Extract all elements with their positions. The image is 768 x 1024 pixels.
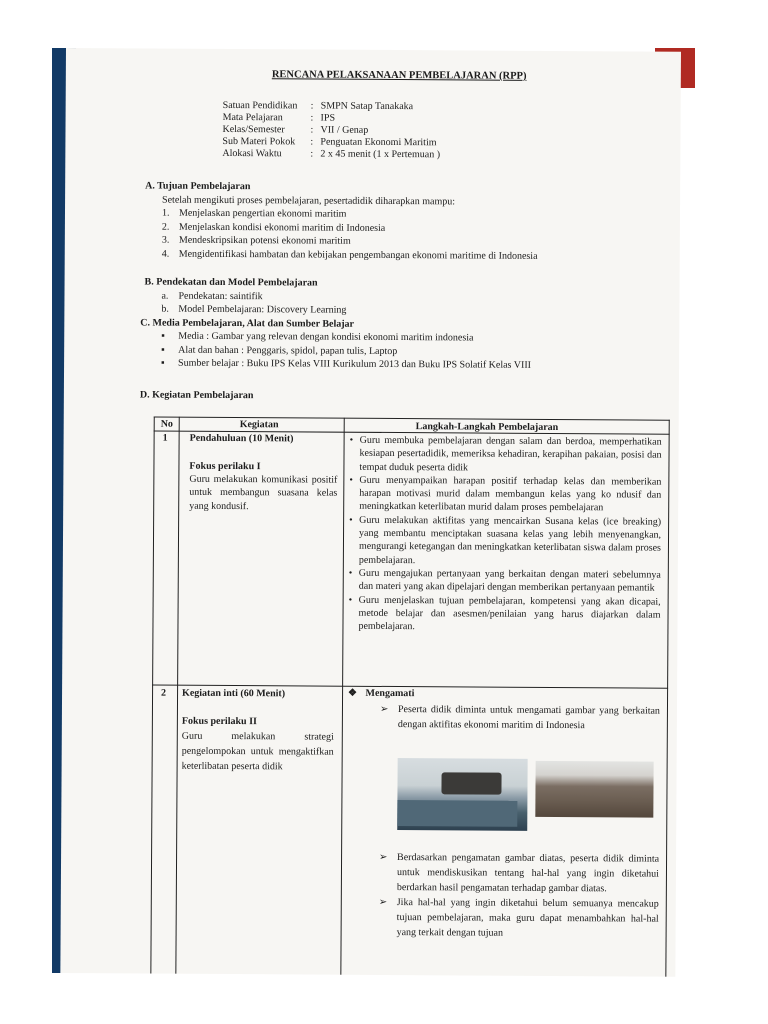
identity-value: Penguatan Ekonomi Maritim: [320, 136, 437, 149]
list-item-text: Model Pembelajaran: Discovery Learning: [178, 303, 347, 316]
identity-label: Mata Pelajaran: [222, 111, 283, 124]
sub-heading: [348, 687, 414, 701]
step-list: [379, 850, 660, 942]
table-border: [150, 417, 154, 977]
fokus-title: Fokus perilaku II: [181, 715, 257, 728]
identity-label: Satuan Pendidikan: [222, 99, 298, 112]
identity-colon: :: [310, 148, 314, 160]
identity-colon: :: [310, 112, 314, 124]
list-item-text: Menjelaskan kondisi ekonomi maritim di Indonesia: [178, 221, 386, 234]
list-marker: ▪: [161, 330, 165, 342]
fokus-text: Guru melakukan strategi pengelompokan untuk mengaktifkan keterlibatan peserta didik: [181, 730, 334, 773]
fokus-title: Fokus perilaku I: [189, 460, 261, 473]
identity-value: SMPN Satap Tanakaka: [320, 100, 414, 113]
list-item: ➢ Berdasarkan pengamatan gambar diatas, peserta didik diminta untuk mendiskusikan tentang hal-hal yang ingin diketahui berdarkan hasil pengamatan terhadap gambar diatas.: [379, 850, 659, 897]
list-marker: 1.: [161, 207, 170, 219]
list-item: • Guru membuka pembelajaran dengan salam dan berdoa, memperhatikan kesiapan pesertadidik, memeriksa kehadiran, kerapihan pakaian, posisi dan tempat duduk peserta didik: [349, 434, 661, 476]
identity-value: VII / Genap: [320, 124, 369, 136]
document-title: RENCANA PELAKSANAAN PEMBELAJARAN (RPP): [271, 69, 527, 82]
section-a-intro: Setelah mengikuti proses pembelajaran, pesertadidik diharapkan mampu:: [162, 194, 456, 207]
list-item: [162, 247, 538, 263]
list-marker: 2.: [161, 221, 170, 233]
fokus-text: Guru melakukan komunikasi positif untuk membangun suasana kelas yang kondusif.: [189, 473, 338, 512]
section-a: [145, 179, 538, 262]
list-item: • Guru melakukan aktifitas yang mencairkan Susana kelas (ice breaking) yang membantu menciptakan suasana kelas yang lebih menyenangkan, mengurangi ketegangan dan meningkatkan keterlibatan siswa dalam proses pembelajaran.: [349, 514, 661, 569]
identity-colon: :: [310, 100, 314, 112]
diamond-icon: ❖: [348, 687, 358, 699]
section-c-heading: C. Media Pembelajaran, Alat dan Sumber Belajar: [140, 316, 355, 330]
list-marker: ▪: [161, 344, 165, 356]
list-marker: 3.: [161, 234, 170, 246]
list-item-text: Pendekatan: saintifik: [178, 290, 263, 302]
table-border: [154, 417, 670, 421]
list-marker: a.: [161, 290, 169, 302]
step-list: [380, 702, 660, 734]
table-border: [175, 417, 179, 977]
list-marker: b.: [161, 303, 169, 315]
kegiatan-title: Kegiatan inti (60 Menit): [182, 687, 286, 700]
section-b: [140, 275, 532, 372]
list-item-text: Mendeskripsikan potensi ekonomi maritim: [178, 234, 351, 247]
list-item: • Guru menjelaskan tujuan pembelajaran, kompetensi yang akan dicapai, metode belajar dan asesmen/penilaian yang harus diajarkan dalam pembelajaran.: [348, 593, 660, 635]
list-item-text: Alat dan bahan : Penggaris, spidol, papan tulis, Laptop: [178, 344, 398, 357]
kegiatan-title: Pendahuluan (10 Menit): [189, 432, 294, 445]
identity-block: [222, 100, 440, 161]
identity-label: Alokasi Waktu: [222, 147, 282, 160]
list-marker: ▪: [161, 357, 165, 369]
identity-label: Sub Materi Pokok: [222, 135, 296, 148]
table-border: [665, 420, 669, 977]
list-item-text: Mengidentifikasi hambatan dan kebijakan pengembangan ekonomi maritime di Indonesia: [178, 248, 538, 262]
identity-label: Kelas/Semester: [222, 123, 285, 136]
section-a-heading: A. Tujuan Pembelajaran: [145, 180, 251, 193]
section-b-heading: B. Pendekatan dan Model Pembelajaran: [144, 276, 318, 289]
header-no: No: [160, 418, 173, 430]
identity-row: [222, 148, 440, 161]
list-item: [161, 357, 531, 373]
header-langkah: Langkah-Langkah Pembelajaran: [415, 421, 559, 434]
row-number: 1: [162, 432, 168, 444]
section-d: [140, 388, 254, 402]
identity-value: IPS: [320, 112, 336, 124]
net-shape: [397, 800, 517, 827]
list-item: ➢ Jika hal-hal yang ingin diketahui belum semuanya mencakup tujuan pembelajaran, maka guru dapat menambahkan hal-hal yang terkait dengan tujuan: [379, 895, 659, 942]
row-number: 2: [161, 687, 167, 699]
activity-table: [150, 417, 669, 977]
header-kegiatan: Kegiatan: [239, 419, 279, 431]
identity-colon: :: [310, 124, 314, 136]
section-d-heading: D. Kegiatan Pembelajaran: [139, 389, 254, 402]
identity-value: 2 x 45 menit (1 x Pertemuan ): [320, 148, 441, 161]
list-marker: 4.: [161, 248, 170, 260]
document-page: [60, 48, 681, 977]
list-item: • Guru menyampaikan harapan positif terhadap kelas dan memberikan harapan motivasi murid dalam membangun kelas yang ko ndusif dan meningkatkan keterlibatan murid dalam proses pembelajaran: [349, 474, 661, 516]
list-item-text: Menjelaskan pengertian ekonomi maritim: [178, 207, 347, 220]
identity-colon: :: [310, 136, 314, 148]
list-item: • Guru mengajukan pertanyaan yang berkaitan dengan materi sebelumnya dan materi yang akan dipelajari dengan memberikan pertanyaan pemantik: [349, 567, 661, 595]
table-border: [340, 418, 344, 977]
list-item-text: Sumber belajar : Buku IPS Kelas VIII Kurikulum 2013 dan Buku IPS Solatif Kelas VIII: [178, 357, 532, 371]
list-item-text: Media : Gambar yang relevan dengan kondisi ekonomi maritim indonesia: [178, 330, 474, 344]
image-fish-harvest: [535, 761, 653, 818]
image-fishermen: [397, 758, 527, 831]
sub-heading-label: Mengamati: [365, 687, 415, 700]
step-list: [348, 434, 661, 635]
list-item: ➢ Peserta didik diminta untuk mengamati gambar yang berkaitan dengan aktifitas ekonomi maritim di Indonesia: [380, 702, 660, 734]
boat-shape: [441, 772, 501, 794]
